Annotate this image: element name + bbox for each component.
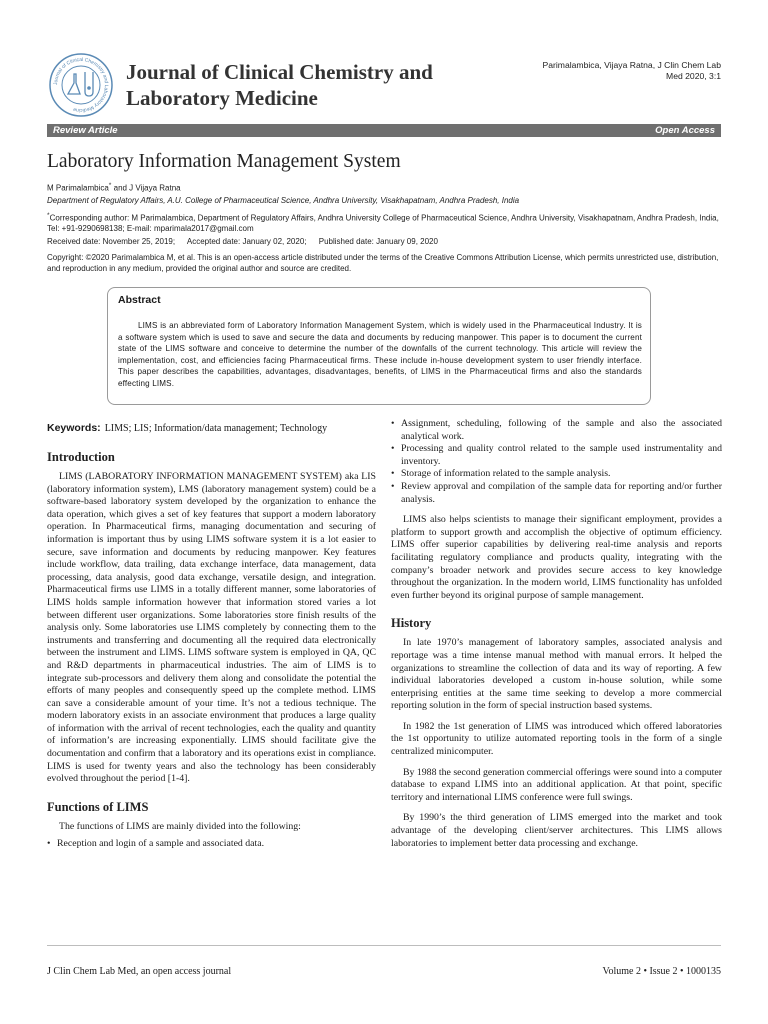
keywords-label: Keywords:	[47, 422, 101, 434]
affiliation: Department of Regulatory Affairs, A.U. College of Pharmaceutical Science, Andhra University, Visakhapatnam, Andhra Pradesh, India	[47, 196, 520, 205]
list-item: • Review approval and compilation of the sample data for reporting and/or further analysis.	[391, 481, 722, 506]
list-item: • Processing and quality control related to the sample used instrumentality and inventory.	[391, 443, 722, 468]
logo-ring-text: Journal of Clinical Chemistry and Laboratory Medicine	[52, 56, 110, 114]
list-item: • Reception and login of a sample and associated data.	[47, 838, 376, 851]
corresponding-mark: *	[47, 212, 50, 219]
citation-line-2: Med 2020, 3:1	[666, 71, 721, 81]
journal-title-line-2: Laboratory Medicine	[126, 86, 318, 110]
left-column	[47, 418, 376, 851]
journal-title	[126, 59, 433, 111]
history-heading: History	[391, 616, 432, 631]
list-item: • Assignment, scheduling, following of the sample and also the associated analytical work.	[391, 418, 722, 443]
abstract-box	[107, 287, 651, 405]
author-primary: M Parimalambica	[47, 183, 109, 193]
history-paragraph-4: By 1990’s the third generation of LIMS emerged into the market and took advantage of the developing client/server architectures. This LIMS allows laboratories to implement better data processing and exchange.	[391, 812, 722, 849]
published-date: Published date: January 09, 2020	[318, 237, 438, 246]
copyright-notice: Copyright: ©2020 Parimalambica M, et al. This is an open-access article distributed under the terms of the Creative Commons Attribution License, which permits unrestricted use, distribution, and reproduction in any medium, provided the original author and source are credited.	[47, 253, 719, 273]
footer-divider	[47, 945, 721, 946]
author-mark: *	[108, 182, 112, 189]
journal-logo-icon	[48, 52, 114, 118]
functions-after-text: LIMS also helps scientists to manage their significant employment, provides a platform to support growth and accomplish the objective of optimum efficiency. LIMS offer superior capabilities by delivering real-time analysis and reports facilitating regulatory compliance and products quality, integrating with the company’s broader network and provides secure access to key knowledge throughout the organization. In the modern world, LIMS functionality has unfolded even further beyond its original purpose of sample management.	[391, 514, 722, 601]
history-paragraph-1: In late 1970’s management of laboratory samples, associated analysis and reportage was a time intense manual method with manual errors. It helped the organizations to streamline the collection of data and its way of reporting. A few individual laboratories developed a custom in-house solution, while some enterprising entities at the same time seeking to develop a more commercial reporting solution in the form of special instruction based systems.	[391, 637, 722, 712]
open-access-label: Open Access	[655, 125, 715, 136]
accepted-date: Accepted date: January 02, 2020;	[186, 237, 307, 246]
abstract-text: LIMS is an abbreviated form of Laboratory Information Management System, which is widely used in the Pharmaceutical Industry. It is a software system which is used to save and secure the data and documents by reducing manpower. This paper is to document the current state of the LIMS software and conceive to determine the number of the downfalls of the current technology. This article will review the implementation, cost, and efficiencies facing Pharmaceutical firms. These include in-house development system to user friendly interface. This paper describes the capabilities, advantages, disadvantages, benefits, of LIMS in the Pharmaceutical firms and also the standards effecting LIMS.	[118, 321, 642, 388]
keywords	[47, 418, 376, 436]
corresponding-author	[47, 211, 727, 235]
authors	[47, 181, 727, 194]
footer-volume: Volume 2 • Issue 2 • 1000135	[602, 966, 721, 977]
footer-journal: J Clin Chem Lab Med, an open access journal	[47, 966, 232, 977]
functions-list-right	[391, 418, 722, 506]
journal-title-line-1: Journal of Clinical Chemistry and	[126, 60, 433, 84]
citation	[501, 60, 721, 82]
keywords-text: LIMS; LIS; Information/data management; Technology	[104, 423, 328, 434]
review-article-label: Review Article	[53, 125, 118, 136]
right-column	[391, 418, 722, 850]
author-secondary: and J Vijaya Ratna	[111, 183, 181, 193]
history-paragraph-2: In 1982 the 1st generation of LIMS was introduced which offered laboratories the 1st opportunity to utilize automated reporting tools in the form of a single centralized minicomputer.	[391, 720, 722, 758]
history-paragraph-3: By 1988 the second generation commercial offerings were sound into a computer database to expand LIMS into an additional application. At that point, specific territory and international LIMS conference were full swings.	[391, 766, 722, 803]
list-item: • Storage of information related to the sample analysis.	[391, 468, 722, 481]
article-dates	[47, 237, 727, 248]
functions-heading: Functions of LIMS	[47, 799, 149, 814]
introduction-text: LIMS (LABORATORY INFORMATION MANAGEMENT SYSTEM) aka LIS (laboratory information system), LMS (laboratory management system) could be a software-based laboratory system developed by the organization to enhance the data operation, which gives a set of key features that support a modern laboratory operation. In Pharmaceutical firms, managing documentation and securing of information is important thus by using LIMS software system it is a lot easier to secure, save information and documents by reducing manpower. Key features include workflow, data trailing, data exchange interface, data management, data processing, data analysis, good data exchange, versatile design, and integration. Pharmaceutical firms use LIMS in a totally different manner, some laboratories of LIMS holds sample information however that information stored varies a lot between different user organizations. Some laboratories store finish results of the analysis only. Some laboratories use LIMS completely by connecting them to the instruments and transferring and documenting all the required data electronically between the instrument and LIMS. LIMS software system is employed in QA, QC and R&D departments in pharmaceutical industries. The aim of LIMS is to integrate sub-processors and delivery them along and consolidate the potential the efforts of many peoples and consequently speed up the complete method. LIMS can save a considerable amount of your time. It’s not a tedious technique. The modern laboratory exists in an associate environment that produces a large quality of information with the arrival of recent technologies, each the quality and quantity of information’s are increasing exponentially. LIMS should facilitate give the documentation and confirm that a laboratory and its operations exist in compliance. LIMS is used for twenty years and also the technology has been considerably evolved throughout the period [1-4].	[47, 471, 376, 785]
svg-text:Journal of Clinical Chemistry	[53, 57, 109, 113]
article-title: Laboratory Information Management System	[47, 151, 401, 172]
received-date: Received date: November 25, 2019;	[47, 237, 176, 246]
functions-intro: The functions of LIMS are mainly divided into the following:	[59, 820, 301, 832]
abstract-heading: Abstract	[118, 294, 161, 306]
article-type-band	[47, 124, 721, 137]
corresponding-text: Corresponding author: M Parimalambica, Department of Regulatory Affairs, Andhra University College of Pharmaceutical Science, Andhra University, Visakhapatnam, Andhra Pradesh, India, Tel: +91-9290698138; E-mail: mparimala2017@gmail.com	[47, 213, 719, 234]
introduction-heading: Introduction	[47, 450, 115, 464]
functions-list-left	[47, 838, 376, 851]
citation-line-1: Parimalambica, Vijaya Ratna, J Clin Chem Lab	[542, 60, 721, 70]
